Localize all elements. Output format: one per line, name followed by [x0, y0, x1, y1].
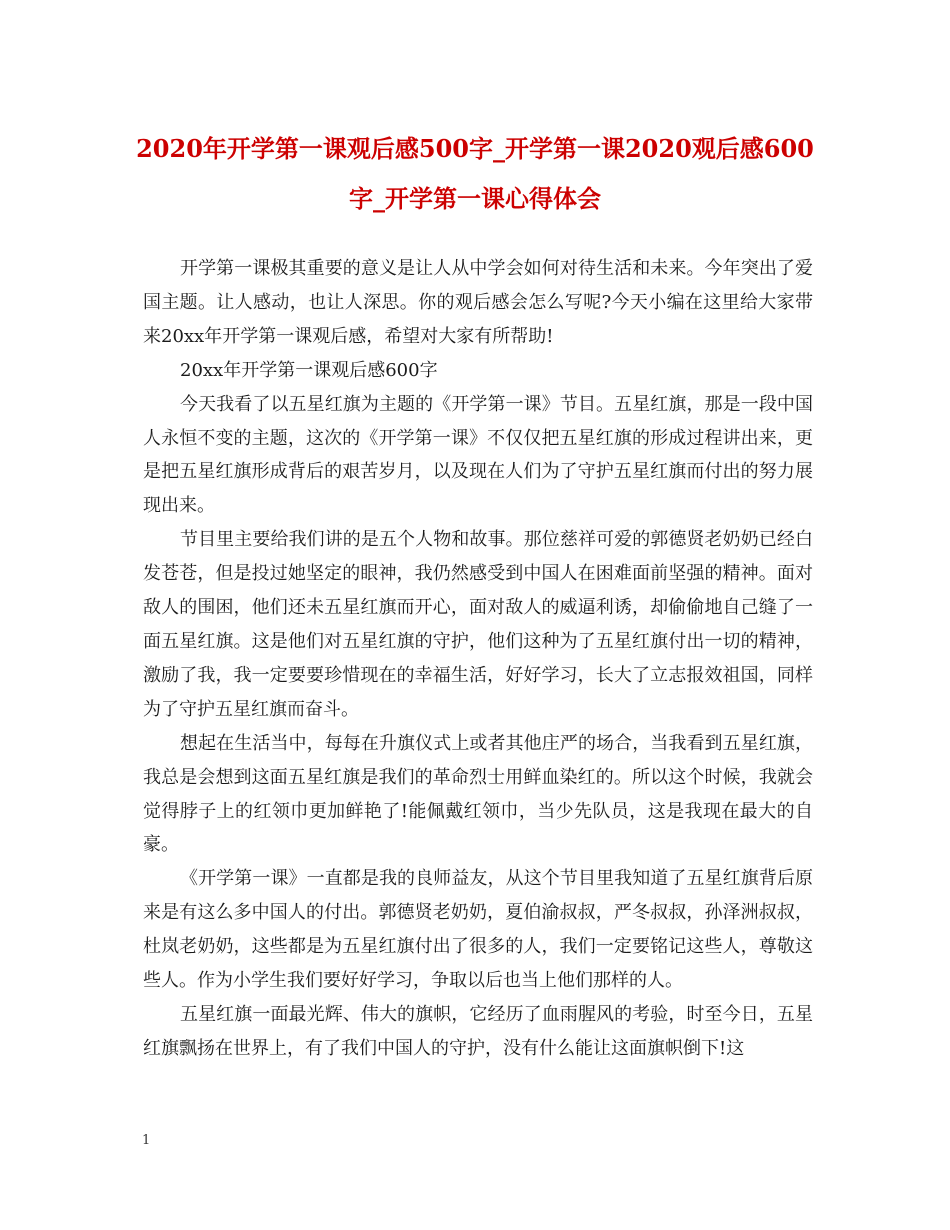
paragraph-subheading: 20xx年开学第一课观后感600字	[180, 359, 438, 381]
paragraph: 《开学第一课》一直都是我的良师益友，从这个节目里我知道了五星红旗背后原来是有这么多中国人的付出。郭德贤老奶奶，夏伯渝叔叔，严冬叔叔，孙泽洲叔叔，杜岚老奶奶，这些都是为五星红旗付出了很多的人，我们一定要铭记这些人，尊敬这些人。作为小学生我们要好好学习，争取以后也当上他们那样的人。	[143, 868, 813, 992]
document-body	[143, 252, 813, 1066]
document-title: 2020年开学第一课观后感500字_开学第一课2020观后感600字_开学第一课心得体会	[136, 134, 814, 213]
paragraph: 想起在生活当中，每每在升旗仪式上或者其他庄严的场合，当我看到五星红旗，我总是会想到这面五星红旗是我们的革命烈士用鲜血染红的。所以这个时候，我就会觉得脖子上的红领巾更加鲜艳了!能佩戴红领巾，当少先队员，这是我现在最大的自豪。	[143, 732, 813, 856]
paragraph: 节目里主要给我们讲的是五个人物和故事。那位慈祥可爱的郭德贤老奶奶已经白发苍苍，但是投过她坚定的眼神，我仍然感受到中国人在困难面前坚强的精神。面对敌人的围困，他们还未五星红旗而开心，面对敌人的威逼利诱，却偷偷地自己缝了一面五星红旗。这是他们对五星红旗的守护，他们这种为了五星红旗付出一切的精神，激励了我，我一定要要珍惜现在的幸福生活，好好学习，长大了立志报效祖国，同样为了守护五星红旗而奋斗。	[143, 529, 813, 720]
page-number: 1	[142, 1133, 151, 1148]
paragraph-intro: 开学第一课极其重要的意义是让人从中学会如何对待生活和未来。今年突出了爱国主题。让人感动，也让人深思。你的观后感会怎么写呢?今天小编在这里给大家带来20xx年开学第一课观后感，希望对大家有所帮助!	[143, 258, 813, 347]
paragraph: 今天我看了以五星红旗为主题的《开学第一课》节目。五星红旗，那是一段中国人永恒不变的主题，这次的《开学第一课》不仅仅把五星红旗的形成过程讲出来，更是把五星红旗形成背后的艰苦岁月，以及现在人们为了守护五星红旗而付出的努力展现出来。	[143, 393, 813, 517]
paragraph: 五星红旗一面最光辉、伟大的旗帜，它经历了血雨腥风的考验，时至今日，五星红旗飘扬在世界上，有了我们中国人的守护，没有什么能让这面旗帜倒下!这	[143, 1003, 813, 1059]
